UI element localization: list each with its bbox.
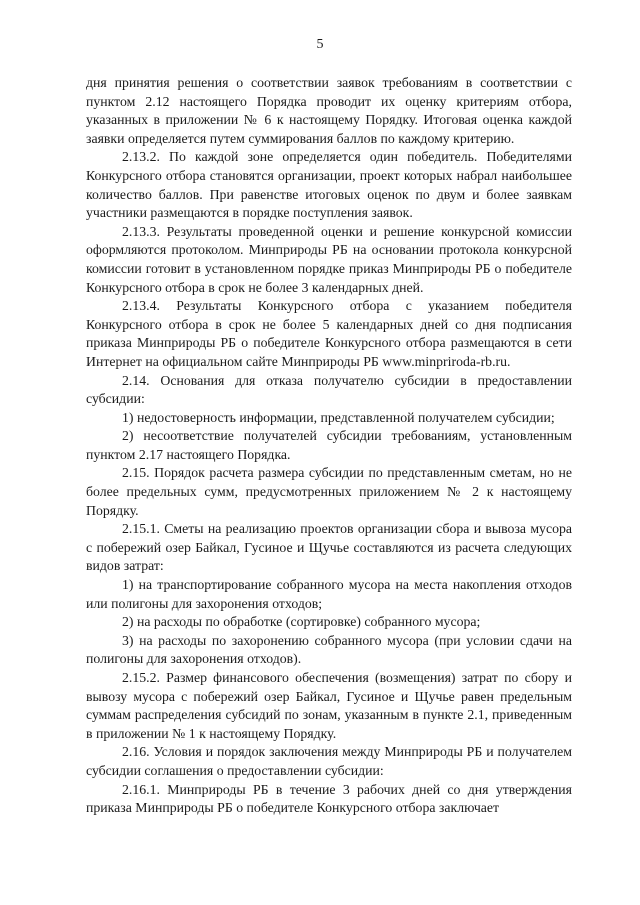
paragraph: 2.16. Условия и порядок заключения между Минприроды РБ и получателем субсидии соглашения о предоставлении субсидии: [86,744,572,778]
paragraph: 2.15. Порядок расчета размера субсидии по представленным сметам, но не более предельных сумм, предусмотренных приложением № 2 к настоящему Порядку. [86,465,572,518]
paragraph: 1) на транспортирование собранного мусора на места накопления отходов или полигоны для захоронения отходов; [86,577,572,611]
paragraph: 3) на расходы по захоронению собранного мусора (при условии сдачи на полигоны для захоронения отходов). [86,632,572,667]
paragraph: 2) несоответствие получателей субсидии требованиям, установленным пунктом 2.17 настоящего Порядка. [86,428,572,462]
document-body [86,74,572,818]
paragraph: дня принятия решения о соответствии заявок требованиям в соответствии с пунктом 2.12 настоящего Порядка проводит их оценку критериям отбора, указанных в приложении № 6 к настоящему Порядку. Итоговая оценка каждой заявки определяется путем суммирования баллов по каждому критерию. [86,75,572,146]
paragraph: 2.14. Основания для отказа получателю субсидии в предоставлении субсидии: [86,372,572,407]
paragraph: 2.15.2. Размер финансового обеспечения (возмещения) затрат по сбору и вывозу мусора с побережий озер Байкал, Гусиное и Щучье равен предельным суммам распределения субсидий по зонам, указанным в пункте 2.1, приведенным в приложении № 1 к настоящему Порядку. [86,670,572,741]
paragraph: 1) недостоверность информации, представленной получателем субсидии; [122,409,555,425]
page-number: 5 [316,37,324,52]
paragraph: 2) на расходы по обработке (сортировке) собранного мусора; [122,614,481,630]
paragraph: 2.15.1. Сметы на реализацию проектов организации сбора и вывоза мусора с побережий озер Байкал, Гусиное и Щучье составляются из расчета следующих видов затрат: [86,521,572,574]
paragraph: 2.13.3. Результаты проведенной оценки и решение конкурсной комиссии оформляются протоколом. Минприроды РБ на основании протокола конкурсной комиссии готовит в установленном порядке приказ Минприроды РБ о победителе Конкурсного отбора в срок не более 3 календарных дней. [86,223,572,295]
paragraph: 2.13.4. Результаты Конкурсного отбора с указанием победителя Конкурсного отбора в срок не более 5 календарных дней со дня подписания приказа Минприроды РБ о победителе Конкурсного отбора размещаются в сети Интернет на официальном сайте Минприроды РБ www.minpriroda-rb.ru. [86,298,572,369]
paragraph: 2.13.2. По каждой зоне определяется один победитель. Победителями Конкурсного отбора становятся организации, проект которых набрал наибольшее количество баллов. При равенстве итоговых оценок по двум и более заявкам участники размещаются в порядке поступления заявок. [86,149,572,221]
paragraph: 2.16.1. Минприроды РБ в течение 3 рабочих дней со дня утверждения приказа Минприроды РБ о победителе Конкурсного отбора заключает [86,781,572,816]
